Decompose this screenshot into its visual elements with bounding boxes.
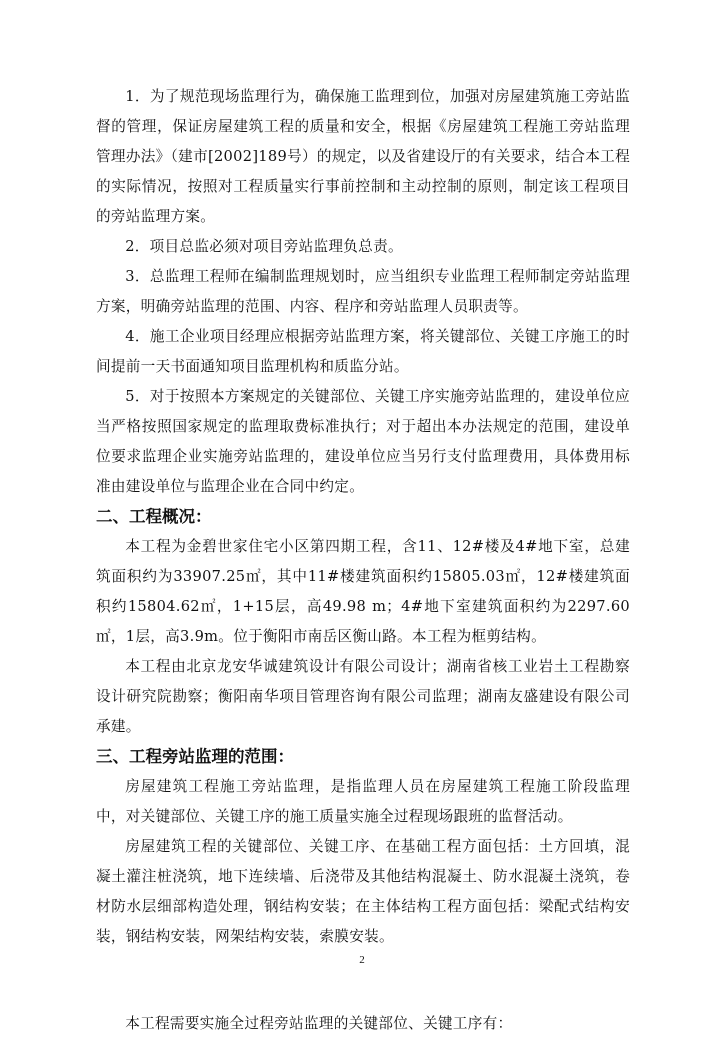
scope-trailing-paragraph: 本工程需要实施全过程旁站监理的关键部位、关键工序有： (125, 1015, 513, 1032)
overview-paragraph-1: 本工程为金碧世家住宅小区第四期工程，含11、12#楼及4#地下室，总建筑面积约为33907.25㎡，其中11#楼建筑面积约15805.03㎡，12#楼建筑面积约15804.62㎡，1+15层，高49.98 m；4#地下室建筑面积约为2297.60㎡，1层，高3.9m。位于衡阳市南岳区衡山路。本工程为框剪结构。 (96, 538, 630, 645)
intro-paragraph-1: 1．为了规范现场监理行为，确保施工监理到位，加强对房屋建筑施工旁站监督的管理，保证房屋建筑工程的质量和安全，根据《房屋建筑工程施工旁站监理管理办法》（建市[2002]189号）的规定，以及省建设厅的有关要求，结合本工程的实际情况，按照对工程质量实行事前控制和主动控制的原则，制定该工程项目的旁站监理方案。 (96, 88, 630, 225)
intro-paragraph-4: 4．施工企业项目经理应根据旁站监理方案，将关键部位、关键工序施工的时间提前一天书面通知项目监理机构和质监分站。 (96, 328, 630, 375)
scope-paragraph-2: 房屋建筑工程的关键部位、关键工序、在基础工程方面包括：土方回填，混凝土灌注桩浇筑，地下连续墙、后浇带及其他结构混凝土、防水混凝土浇筑，卷材防水层细部构造处理，钢结构安装；在主体结构工程方面包括：梁配式结构安装，钢结构安装，网架结构安装，索膜安装。 (96, 838, 630, 945)
intro-paragraph-2: 2．项目总监必须对项目旁站监理负总责。 (125, 238, 403, 255)
page-number: 2 (359, 954, 365, 966)
intro-paragraph-3: 3．总监理工程师在编制监理规划时，应当组织专业监理工程师制定旁站监理方案，明确旁站监理的范围、内容、程序和旁站监理人员职责等。 (96, 268, 630, 315)
intro-paragraph-5: 5．对于按照本方案规定的关键部位、关键工序实施旁站监理的，建设单位应当严格按照国家规定的监理取费标准执行；对于超出本办法规定的范围，建设单位要求监理企业实施旁站监理的，建设单位应当另行支付监理费用，具体费用标准由建设单位与监理企业在合同中约定。 (96, 388, 630, 495)
section-heading-project-overview: 二、工程概况： (96, 507, 212, 526)
section-heading-supervision-scope: 三、工程旁站监理的范围： (96, 747, 294, 766)
overview-paragraph-2: 本工程由北京龙安华诚建筑设计有限公司设计；湖南省核工业岩土工程勘察设计研究院勘察；衡阳南华项目管理咨询有限公司监理；湖南友盛建设有限公司承建。 (96, 658, 630, 735)
scope-paragraph-1: 房屋建筑工程施工旁站监理，是指监理人员在房屋建筑工程施工阶段监理中，对关键部位、关键工序的施工质量实施全过程现场跟班的监督活动。 (96, 778, 630, 825)
document-body (96, 82, 630, 1039)
